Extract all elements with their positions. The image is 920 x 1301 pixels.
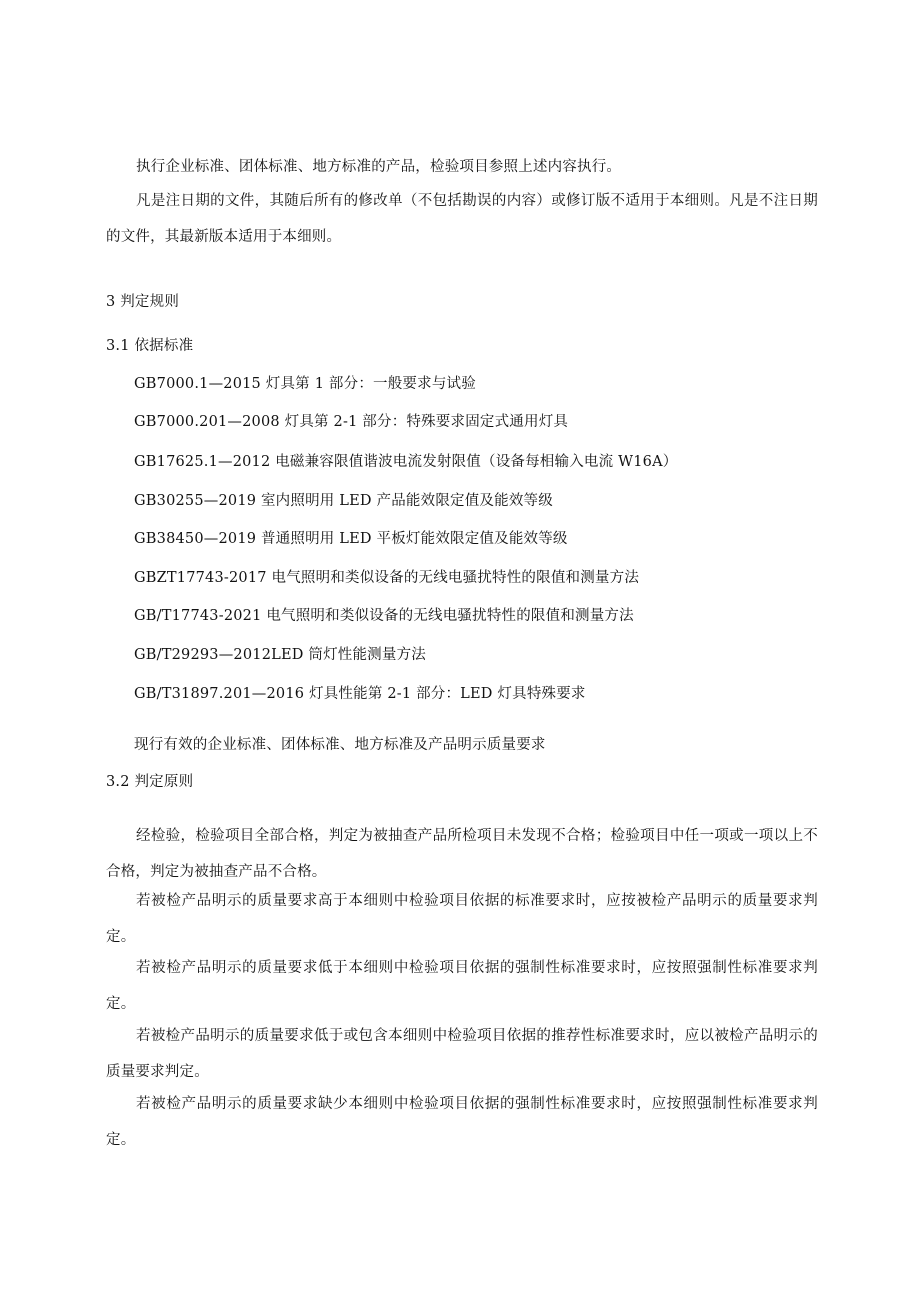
principle-paragraph: 若被检产品明示的质量要求缺少本细则中检验项目依据的强制性标准要求时，应按照强制性标准要求判定。 bbox=[106, 1096, 818, 1148]
principle-paragraph: 若被检产品明示的质量要求低于本细则中检验项目依据的强制性标准要求时，应按照强制性标准要求判定。 bbox=[106, 960, 818, 1012]
intro-line: 执行企业标准、团体标准、地方标准的产品，检验项目参照上述内容执行。 bbox=[136, 159, 622, 175]
standard-item: GB/T17743-2021 电气照明和类似设备的无线电骚扰特性的限值和测量方法 bbox=[134, 608, 634, 624]
standard-item: GB7000.1—2015 灯具第 1 部分：一般要求与试验 bbox=[134, 376, 476, 392]
principle-paragraph: 若被检产品明示的质量要求低于或包含本细则中检验项目依据的推荐性标准要求时，应以被检产品明示的质量要求判定。 bbox=[106, 1028, 818, 1080]
standard-item: GB/T31897.201—2016 灯具性能第 2-1 部分：LED 灯具特殊要求 bbox=[134, 686, 586, 702]
section-heading: 3 判定规则 bbox=[106, 294, 180, 310]
standard-item: GBZT17743-2017 电气照明和类似设备的无线电骚扰特性的限值和测量方法 bbox=[134, 570, 640, 586]
standard-item: GB/T29293—2012LED 筒灯性能测量方法 bbox=[134, 647, 426, 663]
standard-item: GB38450—2019 普通照明用 LED 平板灯能效限定值及能效等级 bbox=[134, 531, 568, 547]
standard-item: GB17625.1—2012 电磁兼容限值谐波电流发射限值（设备每相输入电流 W16A） bbox=[134, 454, 678, 470]
subsection-heading-3-2: 3.2 判定原则 bbox=[106, 774, 194, 790]
intro-paragraph: 凡是注日期的文件，其随后所有的修改单（不包括勘误的内容）或修订版不适用于本细则。凡是不注日期的文件，其最新版本适用于本细则。 bbox=[106, 193, 818, 245]
subsection-heading-3-1: 3.1 依据标准 bbox=[106, 338, 194, 354]
principle-paragraph: 经检验，检验项目全部合格，判定为被抽查产品所检项目未发现不合格；检验项目中任一项或一项以上不合格，判定为被抽查产品不合格。 bbox=[106, 828, 818, 880]
standard-item: GB7000.201—2008 灯具第 2-1 部分：特殊要求固定式通用灯具 bbox=[134, 414, 569, 430]
standard-item: GB30255—2019 室内照明用 LED 产品能效限定值及能效等级 bbox=[134, 493, 553, 509]
standards-note: 现行有效的企业标准、团体标准、地方标准及产品明示质量要求 bbox=[134, 737, 546, 753]
principle-paragraph: 若被检产品明示的质量要求高于本细则中检验项目依据的标准要求时，应按被检产品明示的质量要求判定。 bbox=[106, 893, 818, 945]
